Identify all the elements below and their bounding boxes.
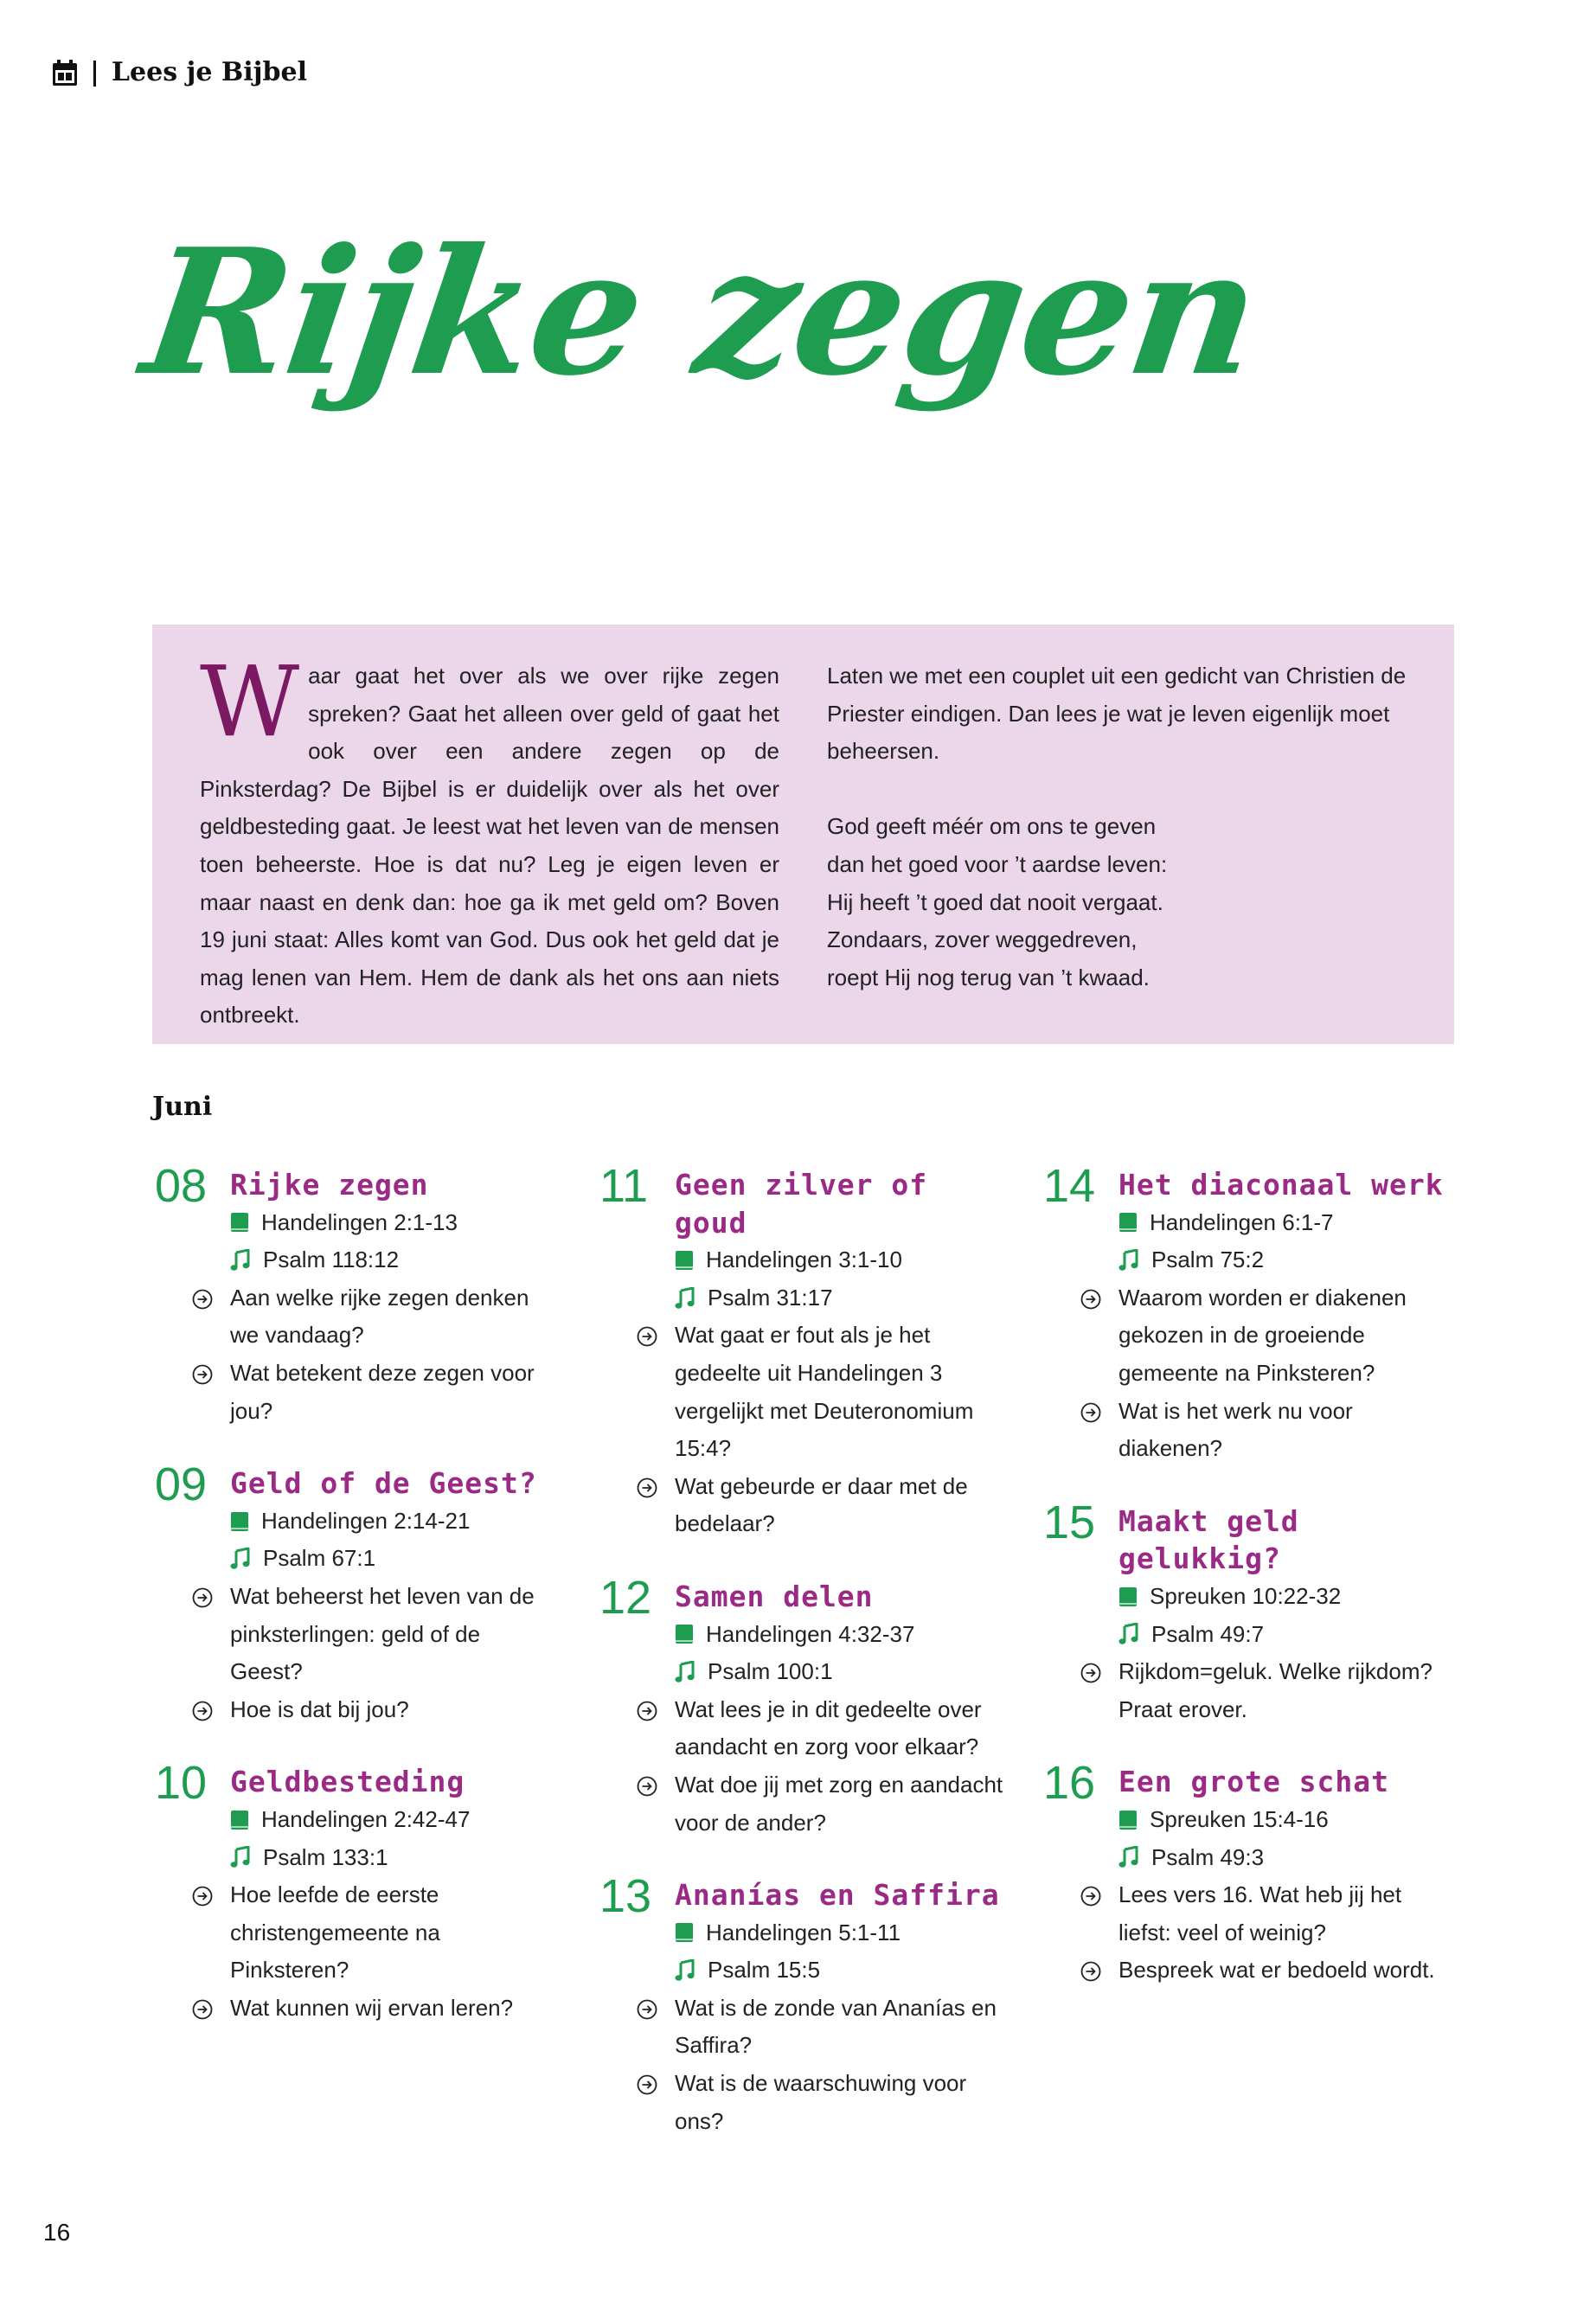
question-text: Waarom worden er diakenen gekozen in de groeiende gemeente na Pinksteren?: [1118, 1284, 1407, 1386]
question: [1080, 1876, 1447, 1952]
bible-reference: [230, 1801, 559, 1839]
day-entry: [1041, 1496, 1447, 1729]
question: [192, 1355, 559, 1430]
psalm-reference-text: Psalm 75:2: [1151, 1247, 1265, 1273]
bible-reference-text: Handelingen 4:32-37: [706, 1620, 915, 1647]
psalm-reference: [675, 1653, 1003, 1691]
day-number: 10: [155, 1757, 208, 1810]
question-text: Hoe leefde de eerste christengemeente na Pinksteren?: [230, 1881, 440, 1984]
bible-reference: [1118, 1801, 1447, 1839]
question: [192, 1578, 559, 1691]
question: [637, 1990, 1003, 2065]
arrow-circle-icon: [637, 1999, 657, 2020]
psalm-reference: [230, 1839, 559, 1877]
intro-right-column: [827, 657, 1424, 997]
day-entry: [152, 1757, 559, 2027]
book-icon: [675, 1250, 694, 1271]
day-number: 09: [155, 1458, 208, 1511]
bible-reference: [675, 1241, 1003, 1279]
day-title: Een grote schat: [1118, 1765, 1390, 1799]
intro-left-column: [200, 646, 779, 1035]
book-icon: [230, 1810, 249, 1830]
day-body: [675, 1876, 1003, 2140]
bible-reference-text: Spreuken 10:22-32: [1150, 1582, 1342, 1609]
arrow-circle-icon: [192, 1289, 213, 1310]
question: [1080, 1393, 1447, 1468]
bible-reference: [230, 1503, 559, 1541]
question-text: Wat betekent deze zegen voor jou?: [230, 1359, 535, 1424]
book-icon: [1118, 1212, 1138, 1233]
schedule-column-1: [152, 1160, 559, 2061]
question: [1080, 1952, 1447, 1990]
psalm-reference-text: Psalm 31:17: [708, 1284, 833, 1311]
question: [1080, 1279, 1447, 1393]
day-entry: [597, 1571, 1003, 1842]
day-number: 08: [155, 1160, 208, 1212]
psalm-reference-text: Psalm 67:1: [263, 1545, 376, 1572]
day-number: 12: [599, 1571, 652, 1624]
question: [637, 1468, 1003, 1543]
arrow-circle-icon: [637, 1477, 657, 1498]
question: [637, 2065, 1003, 2140]
question: [1080, 1653, 1447, 1728]
day-number: 16: [1043, 1757, 1096, 1810]
day-body: [230, 1465, 559, 1728]
book-icon: [230, 1212, 249, 1233]
question-text: Wat gebeurde er daar met de bedelaar?: [675, 1472, 968, 1537]
music-note-icon: [230, 1249, 251, 1272]
music-note-icon: [675, 1959, 695, 1982]
arrow-circle-icon: [192, 1701, 213, 1721]
day-title: Samen delen: [675, 1579, 874, 1613]
arrow-circle-icon: [192, 1886, 213, 1907]
day-title: Het diaconaal werk: [1118, 1168, 1444, 1202]
psalm-reference-text: Psalm 133:1: [263, 1843, 388, 1870]
poem-line: Hij heeft ’t goed dat nooit vergaat.: [827, 888, 1163, 915]
day-title: Maakt geld gelukkig?: [1118, 1503, 1299, 1576]
bible-reference-text: Handelingen 2:1-13: [261, 1208, 458, 1235]
day-title: Geld of de Geest?: [230, 1466, 537, 1501]
question-text: Lees vers 16. Wat heb jij het liefst: veel of weinig?: [1118, 1881, 1402, 1945]
music-note-icon: [675, 1661, 695, 1683]
question-text: Wat lees je in dit gedeelte over aandacht en zorg voor elkaar?: [675, 1695, 982, 1760]
arrow-circle-icon: [1080, 1402, 1101, 1423]
question-text: Bespreek wat er bedoeld wordt.: [1118, 1957, 1435, 1984]
poem-line: God geeft méér om ons te geven: [827, 813, 1157, 840]
day-entry: [1041, 1757, 1447, 1990]
day-entry: [597, 1160, 1003, 1543]
page-header: [52, 57, 307, 87]
poem-line: Zondaars, zover weggedreven,: [827, 926, 1138, 953]
psalm-reference-text: Psalm 15:5: [708, 1957, 821, 1984]
intro-right-text: Laten we met een couplet uit een gedicht van Christien de Priester eindigen. Dan lees je wat je leven eigenlijk moet beheersen.: [827, 663, 1407, 765]
bible-reference: [675, 1616, 1003, 1654]
day-body: [230, 1166, 559, 1430]
music-note-icon: [1118, 1249, 1139, 1272]
question: [637, 1317, 1003, 1467]
psalm-reference: [1118, 1616, 1447, 1654]
question-text: Wat kunnen wij ervan leren?: [230, 1994, 514, 2021]
music-note-icon: [230, 1548, 251, 1570]
arrow-circle-icon: [1080, 1886, 1101, 1907]
question-text: Rijkdom=geluk. Welke rijkdom? Praat erover.: [1118, 1658, 1433, 1722]
question: [192, 1990, 559, 2028]
bible-reference: [1118, 1578, 1447, 1616]
day-body: [1118, 1763, 1447, 1990]
book-icon: [1118, 1586, 1138, 1607]
psalm-reference: [1118, 1839, 1447, 1877]
question: [192, 1691, 559, 1729]
bible-reference: [1118, 1204, 1447, 1242]
bible-reference-text: Handelingen 2:42-47: [261, 1805, 471, 1832]
arrow-circle-icon: [192, 1364, 213, 1385]
question: [637, 1766, 1003, 1842]
book-icon: [1118, 1810, 1138, 1830]
question-text: Wat is de waarschuwing voor ons?: [675, 2070, 967, 2134]
day-number: 11: [599, 1160, 649, 1212]
day-entry: [1041, 1160, 1447, 1468]
music-note-icon: [675, 1287, 695, 1310]
question-text: Wat is het werk nu voor diakenen?: [1118, 1397, 1353, 1462]
book-icon: [675, 1624, 694, 1644]
question-text: Wat is de zonde van Ananías en Saffira?: [675, 1994, 997, 2059]
bible-reference-text: Handelingen 6:1-7: [1150, 1208, 1334, 1235]
day-entry: [597, 1870, 1003, 2140]
day-number: 14: [1043, 1160, 1096, 1212]
day-title: Rijke zegen: [230, 1168, 429, 1202]
day-body: [675, 1578, 1003, 1842]
bible-reference-text: Handelingen 5:1-11: [706, 1919, 901, 1945]
question-text: Aan welke rijke zegen denken we vandaag?: [230, 1284, 529, 1349]
day-number: 13: [599, 1870, 652, 1923]
arrow-circle-icon: [192, 1587, 213, 1608]
psalm-reference-text: Psalm 49:3: [1151, 1843, 1265, 1870]
poem: [827, 808, 1424, 997]
question-text: Wat doe jij met zorg en aandacht voor de ander?: [675, 1771, 1003, 1836]
arrow-circle-icon: [637, 2074, 657, 2095]
question: [637, 1691, 1003, 1766]
question-text: Wat beheerst het leven van de pinksterlingen: geld of de Geest?: [230, 1582, 535, 1685]
poem-line: roept Hij nog terug van ’t kwaad.: [827, 964, 1150, 990]
calendar-icon: [52, 59, 78, 87]
day-entry: [152, 1458, 559, 1728]
psalm-reference-text: Psalm 118:12: [263, 1247, 400, 1273]
question-text: Hoe is dat bij jou?: [230, 1695, 409, 1722]
music-note-icon: [1118, 1846, 1139, 1868]
music-note-icon: [230, 1846, 251, 1868]
question: [192, 1876, 559, 1990]
schedule-column-2: [597, 1160, 1003, 2175]
psalm-reference: [675, 1952, 1003, 1990]
intro-box: [152, 625, 1454, 1044]
day-body: [1118, 1166, 1447, 1468]
bible-reference-text: Handelingen 2:14-21: [261, 1507, 471, 1534]
psalm-reference-text: Psalm 49:7: [1151, 1620, 1265, 1647]
music-note-icon: [1118, 1623, 1139, 1645]
arrow-circle-icon: [1080, 1289, 1101, 1310]
bible-reference: [230, 1204, 559, 1242]
day-title: Geen zilver of goud: [675, 1168, 928, 1240]
arrow-circle-icon: [637, 1776, 657, 1797]
bible-reference-text: Spreuken 15:4-16: [1150, 1805, 1329, 1832]
day-title: Ananías en Saffira: [675, 1878, 1000, 1913]
question: [192, 1279, 559, 1355]
day-entry: [152, 1160, 559, 1430]
page-title: Rijke zegen: [132, 211, 1270, 414]
book-icon: [230, 1511, 249, 1532]
psalm-reference: [230, 1241, 559, 1279]
month-heading: Juni: [152, 1092, 213, 1122]
intro-left-text: aar gaat het over als we over rijke zegen spreken? Gaat het alleen over geld of gaat het ook over een andere zegen op de Pinksterdag? De Bijbel is er duidelijk over als het over geldbesteding gaat. Je leest wat het leven van de mensen toen beheerste. Hoe is dat nu? Leg je eigen leven er maar naast en denk dan: hoe ga ik met geld om? Boven 19 juni staat: Alles komt van God. Dus ook het geld dat je mag lenen van Hem. Hem de dank als het ons aan niets ontbreekt.: [200, 663, 779, 1029]
arrow-circle-icon: [637, 1326, 657, 1347]
arrow-circle-icon: [192, 1999, 213, 2020]
header-title: Lees je Bijbel: [111, 57, 307, 87]
psalm-reference-text: Psalm 100:1: [708, 1658, 833, 1685]
book-icon: [675, 1922, 694, 1943]
psalm-reference: [1118, 1241, 1447, 1279]
schedule-column-3: [1041, 1160, 1447, 2024]
day-body: [1118, 1503, 1447, 1729]
question-text: Wat gaat er fout als je het gedeelte uit Handelingen 3 vergelijkt met Deuteronomium 15:4?: [675, 1322, 974, 1462]
header-separator: |: [90, 57, 99, 87]
page-number: 16: [43, 2219, 71, 2246]
day-title: Geldbesteding: [230, 1765, 465, 1799]
arrow-circle-icon: [637, 1701, 657, 1721]
bible-reference: [675, 1914, 1003, 1952]
day-body: [675, 1166, 1003, 1543]
day-body: [230, 1763, 559, 2027]
arrow-circle-icon: [1080, 1961, 1101, 1982]
psalm-reference: [675, 1279, 1003, 1317]
day-number: 15: [1043, 1496, 1096, 1548]
psalm-reference: [230, 1540, 559, 1578]
arrow-circle-icon: [1080, 1663, 1101, 1683]
bible-reference-text: Handelingen 3:1-10: [706, 1247, 902, 1273]
drop-cap: W: [200, 646, 300, 759]
poem-line: dan het goed voor ’t aardse leven:: [827, 850, 1168, 877]
